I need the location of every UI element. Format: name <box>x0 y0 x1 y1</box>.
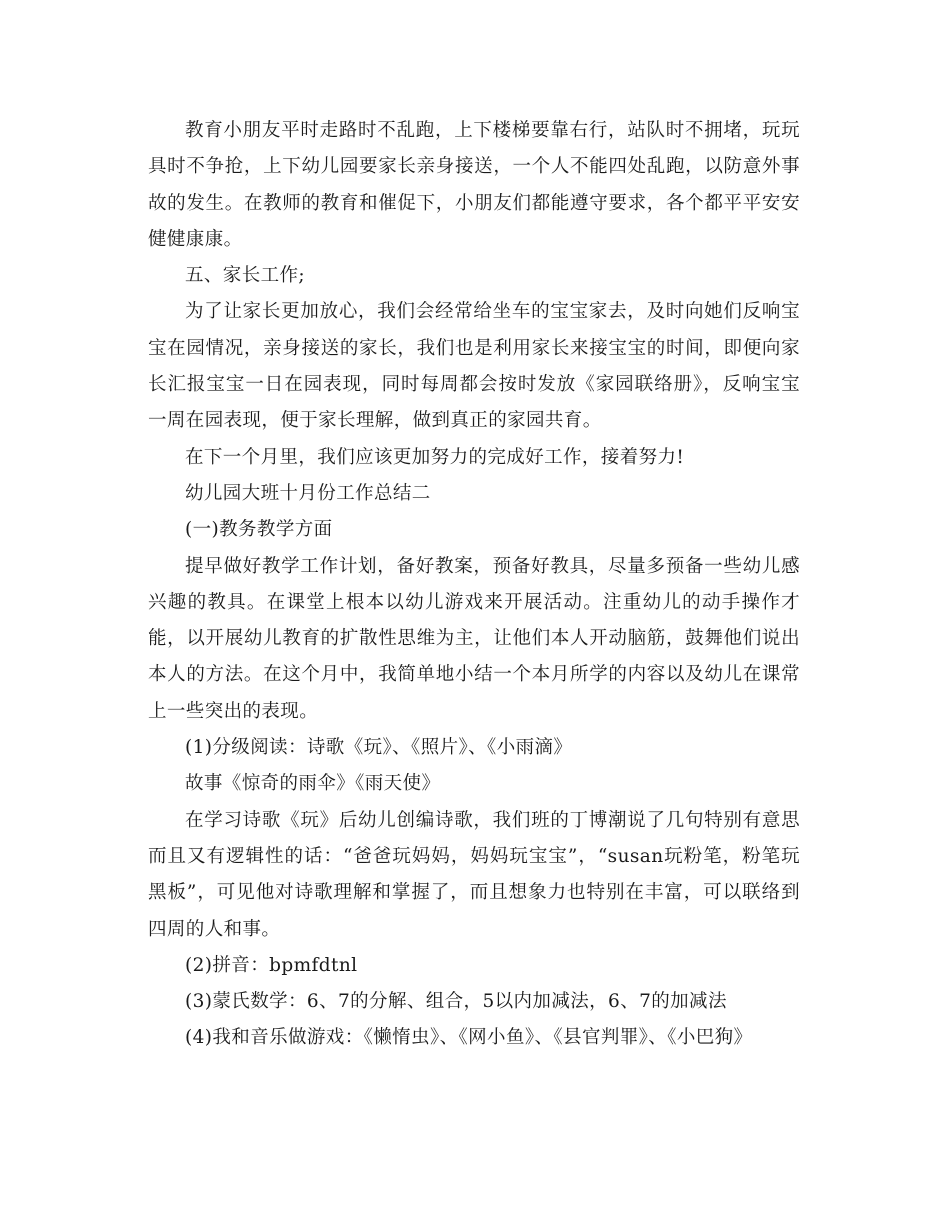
list-item-reading: (1)分级阅读：诗歌《玩》、《照片》、《小雨滴》 <box>185 737 573 759</box>
list-item-pinyin: (2)拼音：bpmfdtnl <box>185 954 358 976</box>
section-heading-teaching: (一)教务教学方面 <box>185 519 333 541</box>
paragraph-safety-education: 教育小朋友平时走路时不乱跑，上下楼梯要靠右行，站队时不拥堵，玩玩具时不争抢，上下幼儿园要家长亲身接送，一个人不能四处乱跑，以防意外事故的发生。在教师的教育和催促下，小朋友们都能遵守要求，各个都平平安安健健康康。 <box>148 120 800 250</box>
list-item-stories: 故事《惊奇的雨伞》《雨天使》 <box>185 773 441 795</box>
paragraph-parent-communication: 为了让家长更加放心，我们会经常给坐车的宝宝家去，及时向她们反响宝宝在园情况，亲身接送的家长，我们也是利用家长来接宝宝的时间，即便向家长汇报宝宝一日在园表现，同时每周都会按时发放《家园联络册》，反响宝宝一周在园表现，便于家长理解，做到真正的家园共育。 <box>148 301 800 432</box>
paragraph-next-month: 在下一个月里，我们应该更加努力的完成好工作，接着努力! <box>185 446 685 468</box>
document-subtitle: 幼儿园大班十月份工作总结二 <box>185 482 431 504</box>
paragraph-poem-creation: 在学习诗歌《玩》后幼儿创编诗歌，我们班的丁博潮说了几句特别有意思而且又有逻辑性的话：“爸爸玩妈妈，妈妈玩宝宝”，“susan玩粉笔，粉笔玩黑板”，可见他对诗歌理解和掌握了，而且想象力也特别在丰富，可以联络到四周的人和事。 <box>148 809 800 940</box>
section-heading-parent-work: 五、家长工作; <box>185 265 306 287</box>
document-body <box>148 113 800 1057</box>
paragraph-teaching-plan: 提早做好教学工作计划，备好教案，预备好教具，尽量多预备一些幼儿感兴趣的教具。在课堂上根本以幼儿游戏来开展活动。注重幼儿的动手操作才能，以开展幼儿教育的扩散性思维为主，让他们本人开动脑筋，鼓舞他们说出本人的方法。在这个月中，我简单地小结一个本月所学的内容以及幼儿在课常上一些突出的表现。 <box>148 555 800 722</box>
list-item-music-games: (4)我和音乐做游戏：《懒惰虫》、《网小鱼》、《县官判罪》、《小巴狗》 <box>185 1027 753 1049</box>
list-item-math: (3)蒙氏数学：6、7的分解、组合，5以内加减法，6、7的加减法 <box>185 991 727 1013</box>
